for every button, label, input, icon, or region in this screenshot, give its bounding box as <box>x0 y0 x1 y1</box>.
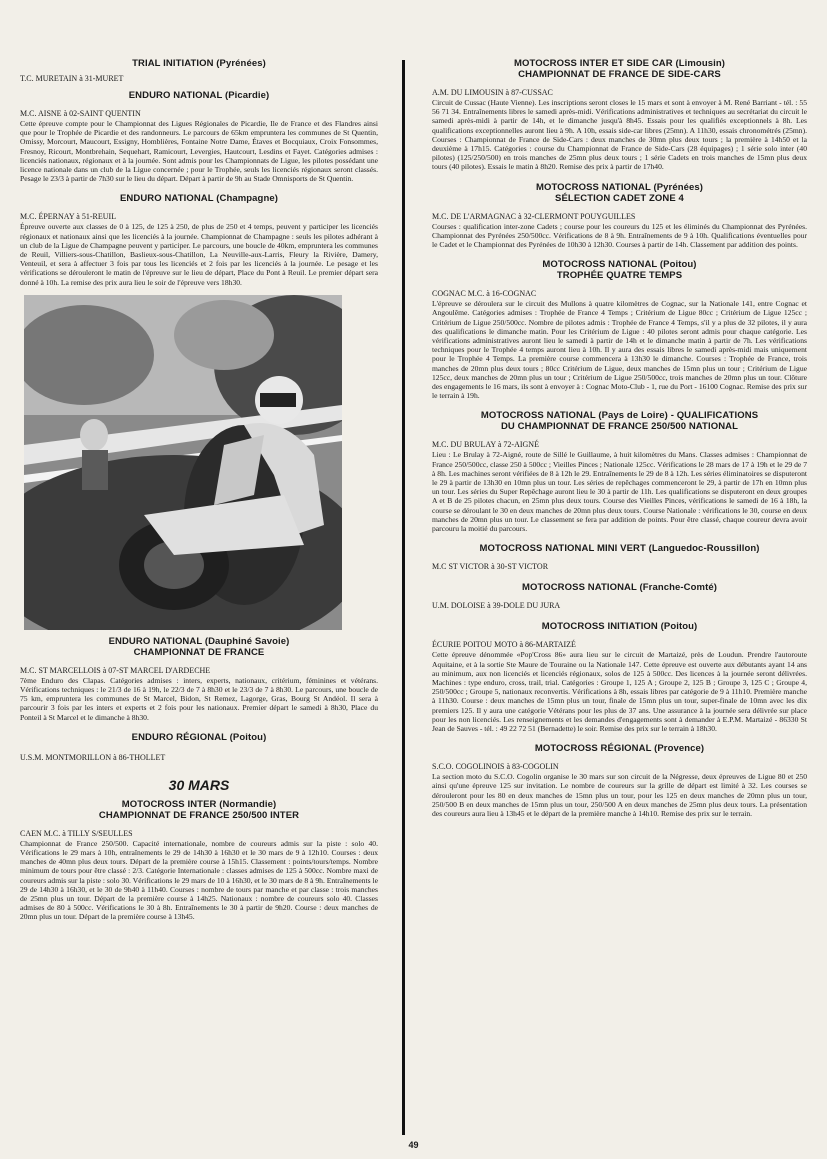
section-title: TRIAL INITIATION (Pyrénées) <box>132 58 266 69</box>
section-title-line2: DU CHAMPIONNAT DE FRANCE 250/500 NATIONAL <box>500 421 739 433</box>
section-mini-vert <box>432 543 807 572</box>
section-title <box>20 636 378 658</box>
club-name: M.C ST VICTOR à 30-ST VICTOR <box>432 562 549 572</box>
section-enduro-dauphine <box>20 636 378 722</box>
section-title <box>20 799 378 821</box>
right-column <box>432 58 807 818</box>
section-motocross-provence <box>432 743 807 818</box>
section-motocross-initiation <box>432 621 807 733</box>
club-name: S.C.O. COGOLINOIS à 83-COGOLIN <box>432 762 559 772</box>
section-title: MOTOCROSS INITIATION (Poitou) <box>541 621 698 633</box>
club-name: M.C. ST MARCELLOIS à 07-ST MARCEL D'ARDECHE <box>20 665 211 675</box>
section-body: Cette épreuve dénommée «Pop'Cross 86» aura lieu sur le circuit de Martaizé, près de Loudun. Prendre l'autoroute Aquitaine, et à la sortie Ste Maure de Touraine ou la Nationale 147. Cette épreuve est ouverte aux débutants ayant 14 ans au minimum, aux non licenciés et licenciés régionaux, solos de 125 à 500cc. Des licences à la journée seront délivrées. Machines : type enduro, cross, trail, trial. Catégories : Groupe 1, 125 A ; Groupe 2, 125 B ; Groupe 3, 125 C ; Groupe 4, 250/500cc ; Groupe 5, nationaux reconvertis. Vérifications à 8h, essais libres par catégorie de 9 à 11h10. Première manche à 11h30. Course : deux manches de 15mn plus un tour, finale de 15mn plus un tour, super-finale de 10mn avec les dix premiers 125. Il y aura une catégorie Vétérans pour les plus de 37 ans. Une assurance à la journée sera délivrée sur place pour les non licenciés. Les renseignements et les demandes d'engagements sont à demander à E.P.M. Martaizé - 86330 St Jean de Sauves - tél. : 49 22 72 51 (Bernadette) le soir. Remise des prix sur le terrain à 18h30. <box>432 650 807 733</box>
section-body: La section moto du S.C.O. Cogolin organise le 30 mars sur son circuit de la Négresse, deux épreuves de Ligue 80 et 250 ainsi qu'une épreuve 125 sur invitation. Le nombre de coureurs sur la grille de départ est limité à 32. Les courses se dérouleront pour les 80 en deux manches de 15mn plus un tour, pour les 125 en deux manches de 20mn plus un tour, 250/500 B en deux manches de 15mn plus un tour, 250/500 A en deux manches de 25mn plus deux tours. La présentation des coureurs aura lieu à 13h45 et le départ de la première manche à 14h10. Remise des prix sur le terrain. <box>432 772 807 818</box>
club-name: M.C. AISNE à 02-SAINT QUENTIN <box>20 109 141 118</box>
section-body: L'épreuve se déroulera sur le circuit des Mullons à quatre kilomètres de Cognac, sur la Nationale 141, entre Cognac et Angoulême. Catégories admises : Trophée de France 4 Temps ; Critérium de Ligue 80cc ; Critérium de Ligue 125cc ; Critérium de Ligue 250/500cc. Nombre de pilotes admis : Trophée de France 4 Temps, s'il y a plus de 32 pilotes, il y aura des qualifications le dimanche matin. Pour les Critérium de Ligue : 40 pilotes seront admis pour chaque catégorie. Les vérifications administratives auront lieu le samedi à partir de 14h et le dimanche matin à partir de 7h. Les vérifications techniques pour le Trophée 4 temps auront lieu à 10h. Il y aura des essais libres le samedi après-midi mais uniquement pour le Trophée 4 Temps. La première course commencera à 13h30 le dimanche. Courses : Trophée de France, trois manches de 20mn plus deux tours ; 80cc Critérium de Ligue, deux manches de 15mn plus un tour ; Critérium de Ligue 125cc, deux manches de 20mn plus un tour ; Critérium de Ligue 250/500cc, trois manches de 20mn plus un tour. Clôture des engagements le 16 mars, ils sont à envoyer à : Cognac Moto-Club - 1, rue du Port - 16100 Cognac. Remise des prix sur le terrain à 19h. <box>432 299 807 401</box>
section-motocross-limousin <box>432 58 807 172</box>
section-title-line2: SÉLECTION CADET ZONE 4 <box>555 192 684 204</box>
section-title: MOTOCROSS RÉGIONAL (Provence) <box>534 743 705 755</box>
club-name: A.M. DU LIMOUSIN à 87-CUSSAC <box>432 88 553 97</box>
section-motocross-normandie <box>20 799 378 922</box>
section-title <box>432 259 807 281</box>
section-title-line1: ENDURO NATIONAL (Dauphiné Savoie) <box>108 635 290 647</box>
section-motocross-pyrenees <box>432 182 807 250</box>
section-title-line1: MOTOCROSS INTER (Normandie) <box>121 798 277 810</box>
section-body: Courses : qualification inter-zone Cadets ; course pour les coureurs du 125 et les éliminés du Championnat des Pyrénées. Championnat des Pyrénées 250/500cc. Vérifications de 8 à 9h. Entraînements de 9 à 10h. Qualifications éventuelles pour le Cadet et le Championnat des Pyrénées de 10h30 à 12h30. Courses à partir de 14h. Classement par addition des points. <box>432 221 807 250</box>
club-name: U.M. DOLOISE à 39-DOLE DU JURA <box>432 601 561 611</box>
section-franche-comte <box>432 582 807 611</box>
section-trial-initiation <box>20 58 378 84</box>
section-body: 7ème Enduro des Clapas. Catégories admises : inters, experts, nationaux, critérium, féminines et vétérans. Vérifications techniques : le 21/3 de 16 à 19h, le 22/3 de 7 à 8h30 et le 23/3 de 7 à 8h30. Le parcours, une boucle de 75 km, empruntera les communes de St Marcel, Bidon, St Remez, Lagorge, Gras, Bourg St Andéol. Il sera à parcourir 3 fois par les inters et experts et 2 fois pour les nationaux. Premier départ le samedi à 8h30, Place du Ponteil à St Marcel et le dimanche à 8h30. <box>20 675 378 722</box>
club-name: U.S.M. MONTMORILLON à 86-THOLLET <box>20 752 166 762</box>
section-title <box>432 182 807 204</box>
section-title-line1: MOTOCROSS NATIONAL (Poitou) <box>542 259 697 271</box>
page-number: 49 <box>408 1140 419 1150</box>
section-title-line2: CHAMPIONNAT DE FRANCE <box>133 646 265 658</box>
club-name: ÉCURIE POITOU MOTO à 86-MARTAIZÉ <box>432 640 576 650</box>
enduro-rider-photo <box>24 295 342 630</box>
section-title-line1: MOTOCROSS NATIONAL (Pays de Loire) - QUALIFICATIONS <box>480 410 759 422</box>
club-name: M.C. DU BRULAY à 72-AIGNÉ <box>432 440 539 450</box>
club-name: T.C. MURETAIN à 31-MURET <box>20 74 124 83</box>
section-motocross-poitou <box>432 259 807 400</box>
club-name: COGNAC M.C. à 16-COGNAC <box>432 289 537 299</box>
section-title <box>432 410 807 432</box>
date-heading: 30 MARS <box>168 776 230 793</box>
section-title: ENDURO NATIONAL (Champagne) <box>119 193 279 205</box>
section-title-line2: TROPHÉE QUATRE TEMPS <box>556 270 683 282</box>
section-body: Lieu : Le Brulay à 72-Aigné, route de Sillé le Guillaume, à huit kilomètres du Mans. Classes admises : Championnat de France 250/500cc, classe 250 à 500cc ; Vieilles Pinces ; Nationale 125cc. Vérifications le 28 mars de 17 à 19h et le 29 de 7 à 8h. Les machines seront vérifiées de 8 à 12h le 29. Entraînements le 29 de 8 à 12h. Les séries éliminatoires se disputeront le 29 à partir de 13h30 en 10mn plus un tour. Les séries de repêchages commenceront le 29, à partir de 17h en 10mn plus un tour. Les séries du Super Repêchage auront lieu le 30 à partir de 11h. Les qualifications se disputeront en deux groupes A et B de 25 pilotes chacun, en 25mn plus deux tours. Course des Vieilles Pinces, vérifications le samedi de 16 à 18h, la course se déroulant le 30 en deux manches de 20mn plus deux tours. Course Nationale : vérifications le 30, course en deux manches de 20mn plus un tour. Le classement se fera par addition de points. Pour être classé, chaque coureur devra avoir parcouru la moitié du parcours. <box>432 450 807 534</box>
section-body: Championnat de France 250/500. Capacité internationale, nombre de coureurs admis sur la piste : solo 40. Vérifications le 29 mars à 10h, entraînements le 29 de 14h30 à 16h30 et le 30 mars de 9 à 12h10. Courses : deux manches de 40mn plus deux tours. Départ de la première course à 15h15. Classement : points/tours/temps. Nombre minimum de tours pour être classé : 2/3. Catégorie Internationale : classes admises de 125 à 500cc. Nombre maxi de coureurs admis sur la piste : solo 30. Vérifications le 29 mars de 10 à 16h30, et le 30 mars de 8 à 9h. Entraînements le 29 de 14h30 à 16h30, et le 30 de 9h40 à 11h40. Courses : nombre de tours par manche et par classe : trois manches de 25mn plus un tour. Départ de la première course à 14h25. Nationaux : nombre de coureurs solo 40. Classes admises de 80 à 500cc. Vérifications le 30 à 8h. Entraînements le 30 à partir de 9h20. Course : deux manches de 20mn plus un tour. Départ de la première course à 13h45. <box>20 838 378 922</box>
photo-illustration <box>24 295 342 630</box>
club-name: M.C. DE L'ARMAGNAC à 32-CLERMONT POUYGUILLES <box>432 211 636 221</box>
section-title-line2: CHAMPIONNAT DE FRANCE 250/500 INTER <box>98 809 300 821</box>
section-title: ENDURO RÉGIONAL (Poitou) <box>131 731 267 743</box>
section-title: MOTOCROSS NATIONAL (Franche-Comté) <box>522 582 717 594</box>
section-body: Circuit de Cussac (Haute Vienne). Les inscriptions seront closes le 15 mars et sont à envoyer à M. René Barriant - tél. : 55 56 71 34. Entraînements libres le samedi après-midi. Vérifications administratives et techniques au secrétariat du circuit le samedi après-midi à partir de 14h, et le dimanche jusqu'à 8h45. Essais pour les qualifiés exceptionnels à 8h. Les qualifications exceptionnelles auront lieu à 9h. A 10h, essais side-car libres (25mn). A 11h30, essais chronométrés (25mn). Courses : Championnat de France de Side-Cars : deux manches de 30mn plus deux tours ; la première à 14h50 et la deuxième à 17h15. Catégories : course du Championnat de France de Side-Cars (28 équipages) ; 1 série solo inter (40 pilotes) (125/250/500) en trois manches de 25mn plus deux tours ; 1 série Cadets en trois manches de 15mn plus deux tours (40 pilotes). Essais le matin à 8h20. Remise des prix à partir de 17h40. <box>432 98 807 172</box>
section-motocross-pays-de-loire <box>432 410 807 533</box>
section-enduro-champagne <box>20 193 378 286</box>
section-body: Épreuve ouverte aux classes de 0 à 125, de 125 à 250, de plus de 250 et 4 temps, peuvent y participer les licenciés régionaux et nationaux ainsi que les licenciés à la journée. Championnat de Champagne : seuls les pilotes adhérant à un club de la Ligue de Champagne peuvent y participer. Le parcours, une boucle de 40km, empruntera les communes de Reuil, Villiers-sous-Chatillon, Baslieux-sous-Chatillon, La Neuville-aux-Larris, Fleury la Rivière, Damery, Venteuil, et sera à affectuer 3 fois par tous les licenciés et 2 fois par les licenciés à la journée. Le pesage et les vérifications se dérouleront le matin de l'épreuve sur le lieu de départ, Place du Pont à Reuil. Le premier départ sera donné à 10h. La remise des prix aura lieu le soir de l'épreuve vers 18h30. <box>20 222 378 287</box>
section-title: ENDURO NATIONAL (Picardie) <box>128 90 270 101</box>
section-title-line1: MOTOCROSS INTER ET SIDE CAR (Limousin) <box>513 58 726 69</box>
section-enduro-picardie <box>20 90 378 183</box>
left-column <box>20 58 378 922</box>
section-title: MOTOCROSS NATIONAL MINI VERT (Languedoc-Roussillon) <box>479 543 760 555</box>
section-title-line1: MOTOCROSS NATIONAL (Pyrénées) <box>535 181 704 193</box>
column-divider <box>402 60 405 1135</box>
section-title-line2: CHAMPIONNAT DE FRANCE DE SIDE-CARS <box>518 69 721 80</box>
section-enduro-regional-poitou <box>20 732 378 763</box>
section-title <box>432 58 807 80</box>
club-name: CAEN M.C. à TILLY S/SEULLES <box>20 828 133 838</box>
club-name: M.C. ÉPERNAY à 51-REUIL <box>20 212 117 222</box>
section-body: Cette épreuve compte pour le Championnat des Ligues Régionales de Picardie, Ile de France et des Flandres ainsi que pour le Trophée de Picardie et des randonneurs. Le parcours de 65km empruntera les communes de St Quentin, Omissy, Morcourt, Maucourt, Essigny, Homblières, Fontaine Notre Dame, Étaves et Bocquiaux, Croix Fonsommes, Fresnoy, Ricourt, Montbrehain, Sequehart, Ramicourt, Levergies, Hautcourt, Lesdins et Fayet. Catégories admises : licenciés nationaux, régionaux et à la journée. Sont admis pour les Championnats de Ligue, les pilotes possédant une licence nationale dans un club de la Ligue concernée ; pour le Trophée, seuls les licenciés régionaux seront classés. Pesage le 23/3 à partir de 7h30 sur le lieu du départ. Départ à partir de 9h au Stade Omnisports de St Quentin. <box>20 119 378 184</box>
